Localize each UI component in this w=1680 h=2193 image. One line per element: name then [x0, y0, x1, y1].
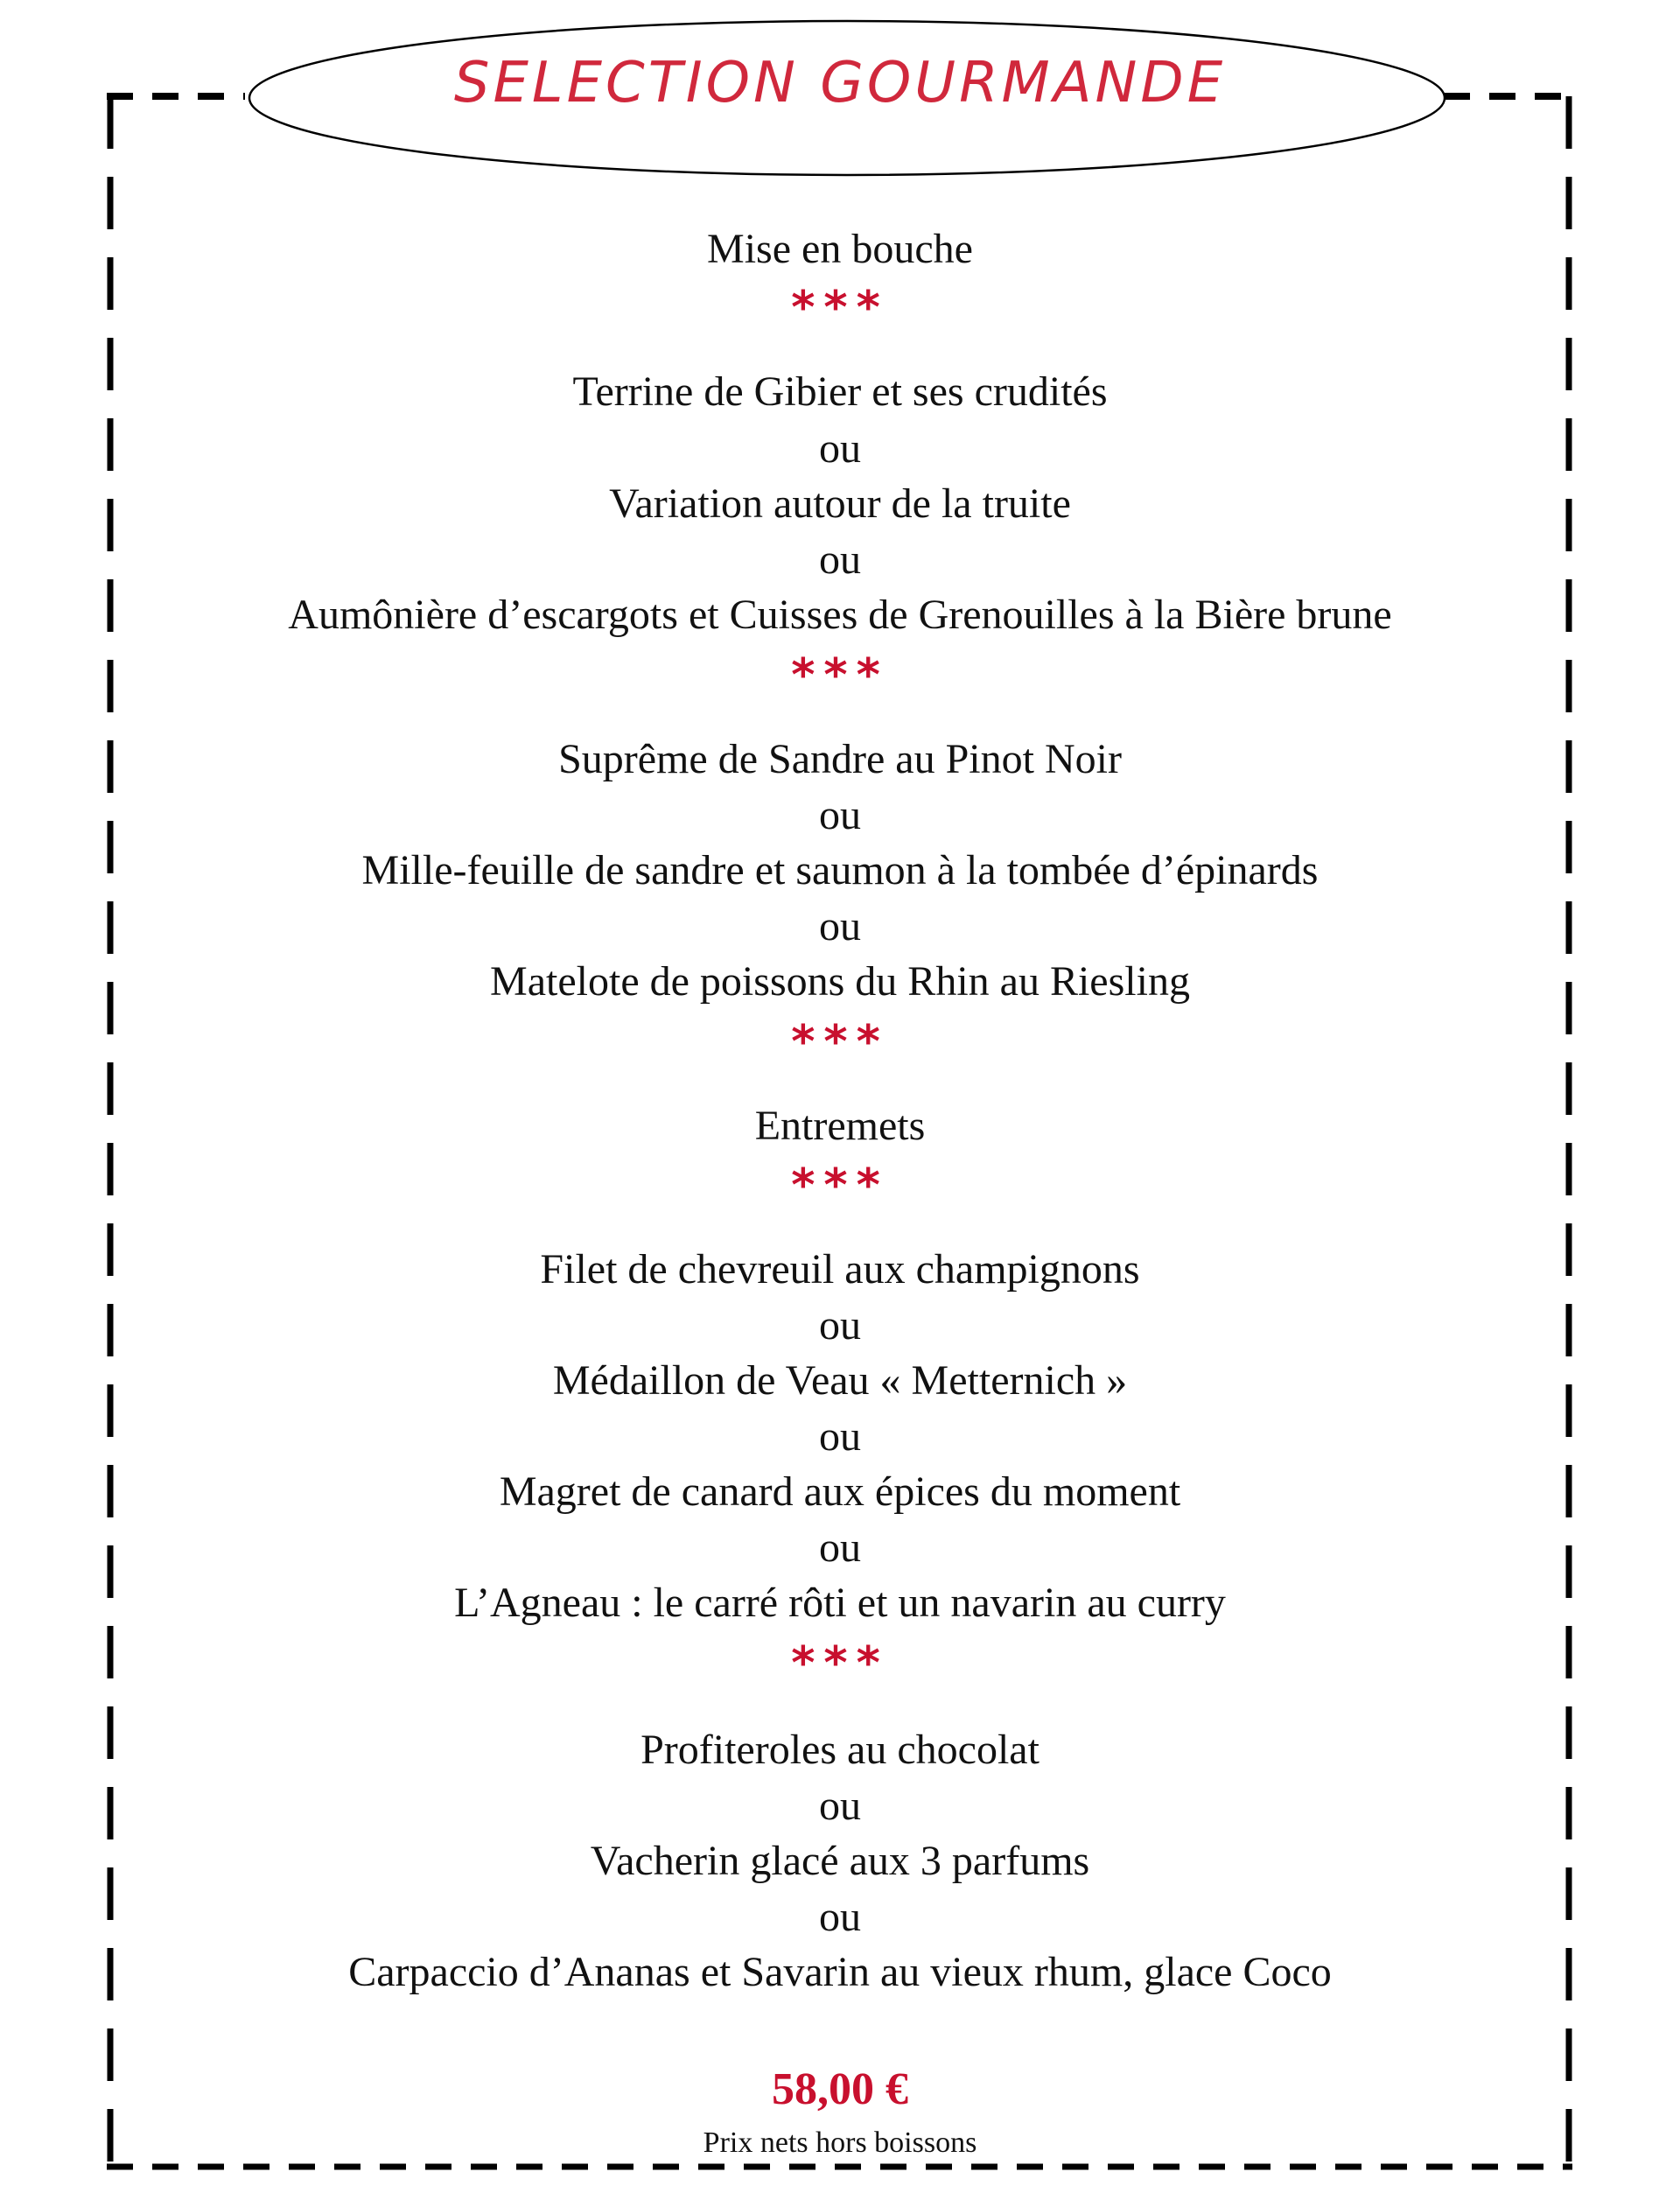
- or-label: ou: [819, 1413, 861, 1460]
- starter-item: Terrine de Gibier et ses crudités: [572, 368, 1108, 415]
- dessert-item: Profiteroles au chocolat: [640, 1727, 1040, 1773]
- starter-item: Variation autour de la truite: [609, 480, 1071, 527]
- separator: ***: [791, 1160, 889, 1212]
- or-label: ou: [819, 1302, 861, 1349]
- menu-content: [114, 0, 1566, 2193]
- menu-price: 58,00 €: [772, 2064, 908, 2114]
- main-item: Médaillon de Veau « Metternich »: [552, 1357, 1128, 1404]
- or-label: ou: [819, 1783, 861, 1829]
- fish-item: Mille-feuille de sandre et saumon à la tombée d’épinards: [361, 847, 1319, 893]
- main-item: Magret de canard aux épices du moment: [499, 1468, 1181, 1515]
- entremets: Entremets: [754, 1103, 926, 1149]
- separator: ***: [791, 1637, 889, 1690]
- main-item: L’Agneau : le carré rôti et un navarin au curry: [454, 1580, 1226, 1626]
- or-label: ou: [819, 792, 861, 838]
- or-label: ou: [819, 425, 861, 472]
- starter-item: Aumônière d’escargots et Cuisses de Grenouilles à la Bière brune: [288, 592, 1392, 638]
- dessert-item: Carpaccio d’Ananas et Savarin au vieux rhum, glace Coco: [348, 1949, 1332, 1995]
- fish-item: Suprême de Sandre au Pinot Noir: [558, 736, 1122, 782]
- separator: ***: [791, 282, 889, 334]
- fish-item: Matelote de poissons du Rhin au Riesling: [490, 958, 1190, 1005]
- or-label: ou: [819, 1894, 861, 1940]
- separator: ***: [791, 1016, 889, 1068]
- price-note: Prix nets hors boissons: [703, 2126, 977, 2159]
- or-label: ou: [819, 536, 861, 583]
- or-label: ou: [819, 1524, 861, 1571]
- amuse-bouche: Mise en bouche: [707, 226, 973, 272]
- separator: ***: [791, 649, 889, 702]
- main-item: Filet de chevreuil aux champignons: [540, 1246, 1140, 1293]
- or-label: ou: [819, 903, 861, 949]
- menu-title: SELECTION GOURMANDE: [453, 51, 1227, 116]
- dessert-item: Vacherin glacé aux 3 parfums: [590, 1838, 1090, 1884]
